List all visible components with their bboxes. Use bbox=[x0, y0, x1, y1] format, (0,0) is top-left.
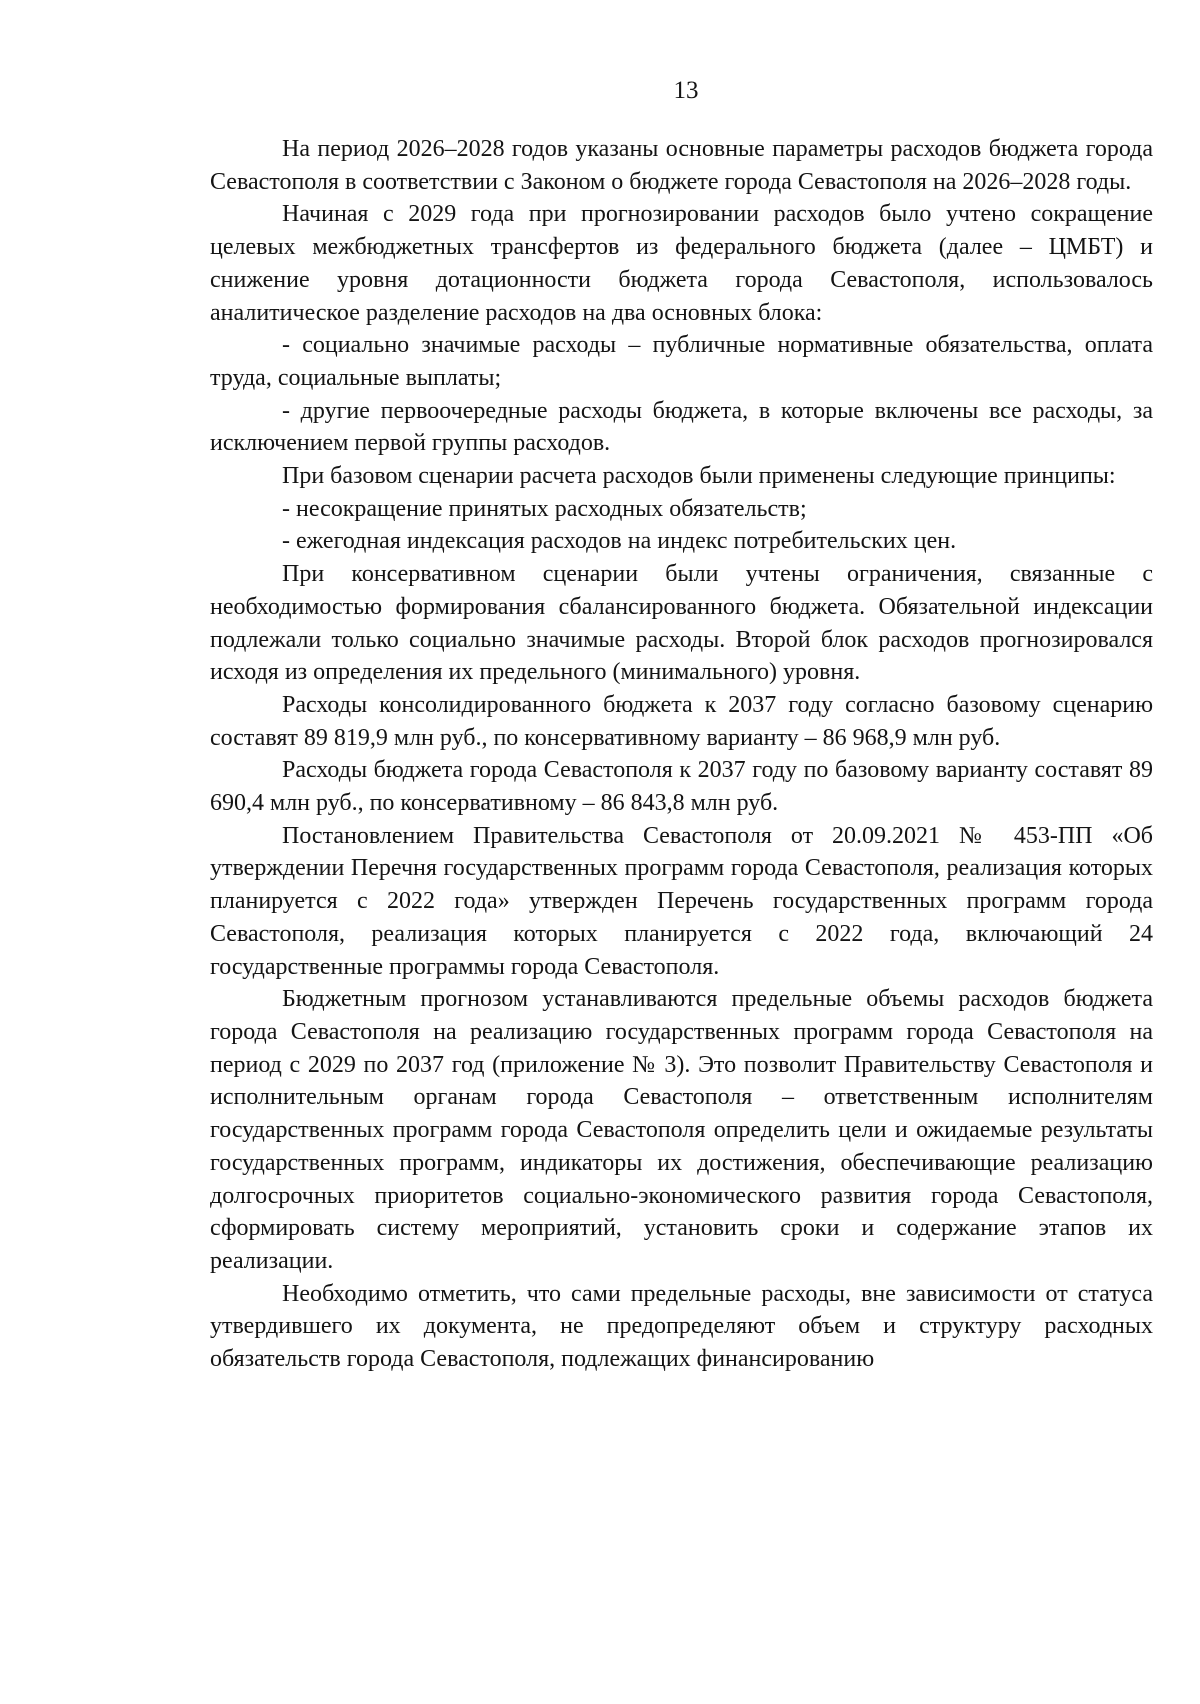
paragraph-forecast-from-2029: Начиная с 2029 года при прогнозировании расходов было учтено сокращение целевых межбюджетных трансфертов из федерального бюджета (далее – ЦМБТ) и снижение уровня дотационности бюджета города Севастополя, использовалось аналитическое разделение расходов на два основных блока: bbox=[210, 201, 1153, 326]
paragraph-city-expenses: Расходы бюджета города Севастополя к 2037 году по базовому варианту составят 89 690,4 млн руб., по консервативному – 86 843,8 млн руб. bbox=[210, 757, 1153, 817]
paragraph-government-resolution: Постановлением Правительства Севастополя от 20.09.2021 № 453-ПП «Об утверждении Перечня государственных программ города Севастополя, реализация которых планируется с 2022 года» утвержден Перечень государственных программ города Севастополя, реализация которых планируется с 2022 года, включающий 24 государственные программы города Севастополя. bbox=[210, 822, 1153, 980]
paragraph-conservative-scenario: При консервативном сценарии были учтены ограничения, связанные с необходимостью формирования сбалансированного бюджета. Обязательной индексации подлежали только социально значимые расходы. Второй блок расходов прогнозировался исходя из определения их предельного (минимального) уровня. bbox=[210, 561, 1153, 686]
paragraph-consolidated-expenses: Расходы консолидированного бюджета к 2037 году согласно базовому сценарию составят 89 819,9 млн руб., по консервативному варианту – 86 968,9 млн руб. bbox=[210, 691, 1153, 751]
list-item-other-expenses: - другие первоочередные расходы бюджета, в которые включены все расходы, за исключением первой группы расходов. bbox=[210, 397, 1153, 457]
paragraph-budget-2026-2028: На период 2026–2028 годов указаны основные параметры расходов бюджета города Севастополя в соответствии с Законом о бюджете города Севастополя на 2026–2028 годы. bbox=[210, 136, 1153, 195]
list-item-indexation: - ежегодная индексация расходов на индекс потребительских цен. bbox=[282, 528, 957, 555]
list-item-social-expenses: - социально значимые расходы – публичные нормативные обязательства, оплата труда, социальные выплаты; bbox=[210, 332, 1153, 391]
paragraph-expense-limits: Бюджетным прогнозом устанавливаются предельные объемы расходов бюджета города Севастополя на реализацию государственных программ города Севастополя на период с 2029 по 2037 год (приложение № 3). Это позволит Правительству Севастополя и исполнительным органам города Севастополя – ответственным исполнителям государственных программ города Севастополя определить цели и ожидаемые результаты государственных программ, индикаторы их достижения, обеспечивающие реализацию долгосрочных приоритетов социально-экономического развития города Севастополя, сформировать систему мероприятий, установить сроки и содержание этапов их реализации. bbox=[210, 986, 1153, 1274]
page-number: 13 bbox=[673, 77, 699, 104]
paragraph-note: Необходимо отметить, что сами предельные расходы, вне зависимости от статуса утвердившего их документа, не предопределяют объем и структуру расходных обязательств города Севастополя, подлежащих финансированию bbox=[210, 1280, 1153, 1373]
document-body bbox=[210, 133, 1153, 1376]
paragraph-base-scenario: При базовом сценарии расчета расходов были применены следующие принципы: bbox=[282, 463, 1116, 490]
list-item-no-reduction: - несокращение принятых расходных обязательств; bbox=[282, 495, 807, 522]
